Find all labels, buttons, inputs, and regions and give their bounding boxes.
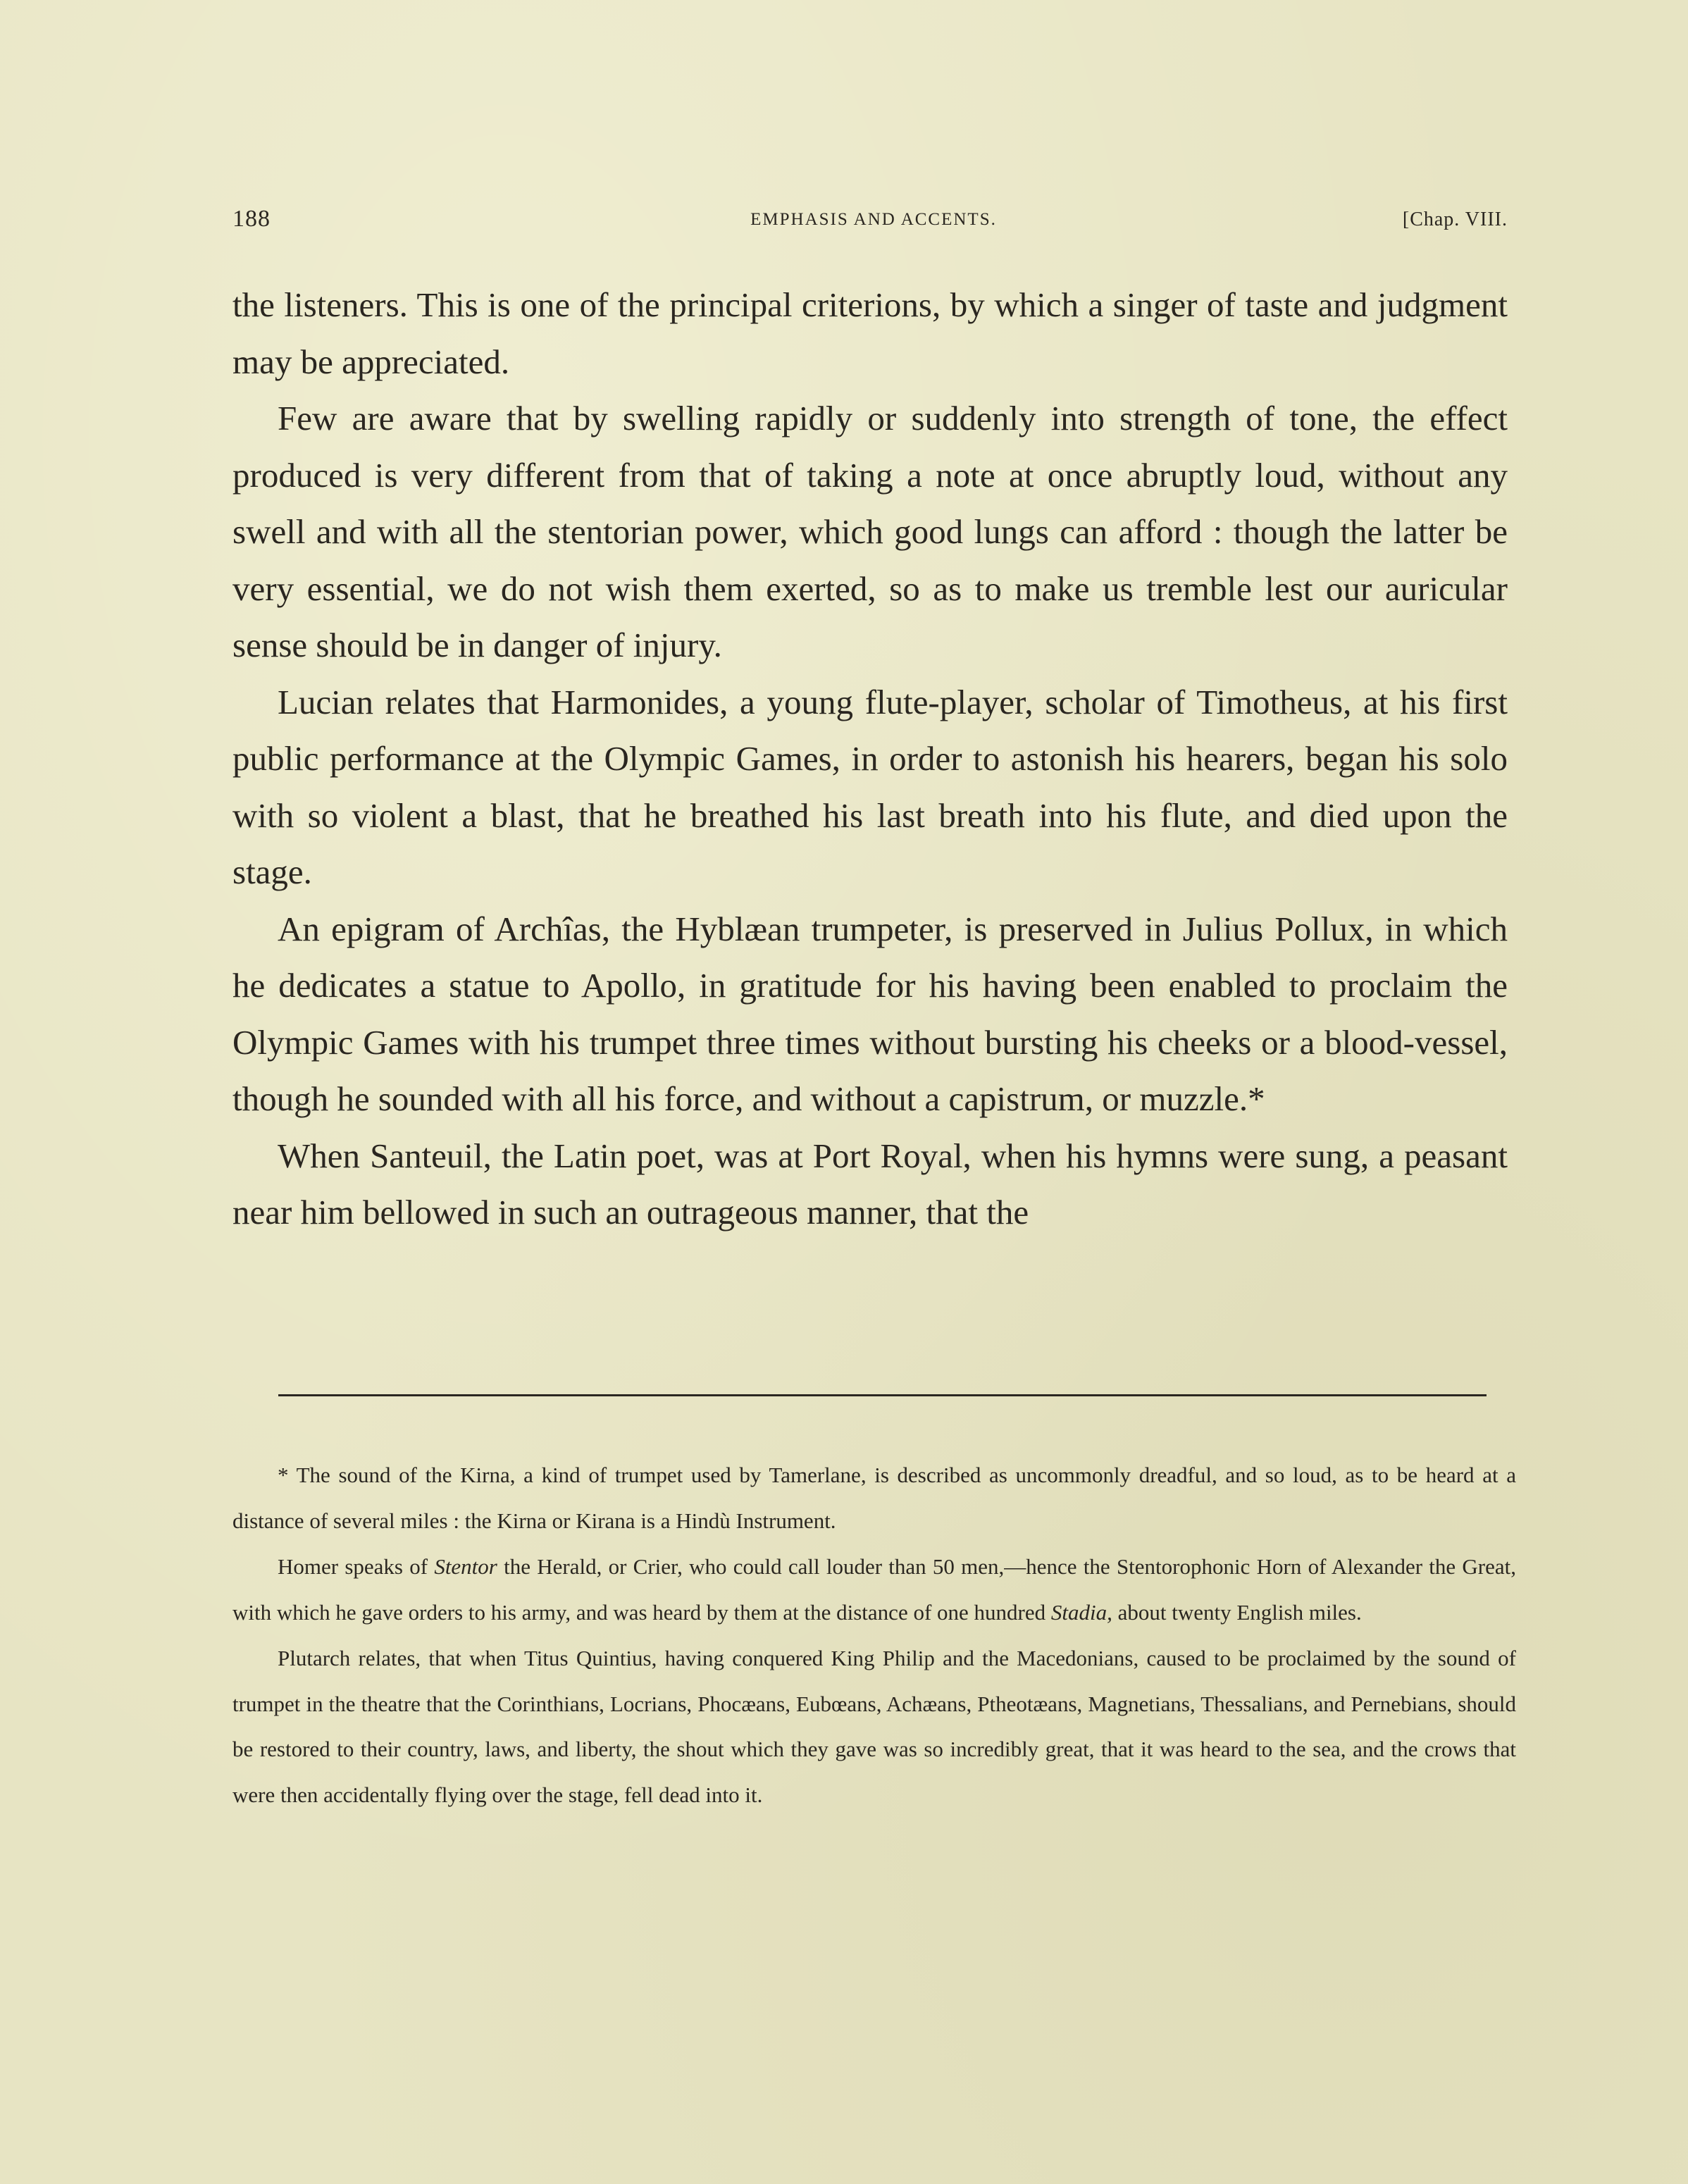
footnote-stentor-part-a: Homer speaks of <box>278 1554 435 1579</box>
paragraph-santeuil: When Santeuil, the Latin poet, was at Port Royal, when his hymns were sung, a peasant near him bellowed in such an outrageous manner, that the <box>232 1136 1508 1231</box>
paragraph-archias: An epigram of Archîas, the Hyblæan trumpeter, is preserved in Julius Pollux, in which he dedicates a statue to Apollo, in gratitude for his having been enabled to proclaim the Olympic Games with his trumpet three times without bursting his cheeks or a blood-vessel, though he sounded with all his force, and without a capistrum, or muzzle.* <box>232 909 1508 1118</box>
paragraph-swelling: Few are aware that by swelling rapidly or suddenly into strength of tone, the effect produced is very different from that of taking a note at once abruptly loud, without any swell and with all the stentorian power, which good lungs can afford : though the latter be very essential, we do not wish them exerted, so as to make us tremble lest our auricular sense should be in danger of injury. <box>232 399 1508 664</box>
paragraph-lucian: Lucian relates that Harmonides, a young flute-player, scholar of Timotheus, at his first public performance at the Olympic Games, in order to astonish his hearers, began his solo with so violent a blast, that he breathed his last breath into his flute, and died upon the stage. <box>232 682 1508 891</box>
footnote-divider <box>278 1394 1487 1396</box>
paragraph-continuation: the listeners. This is one of the principal criterions, by which a singer of taste and judgment may be appreciated. <box>232 285 1508 381</box>
footnote-kirna: * The sound of the Kirna, a kind of trumpet used by Tamerlane, is described as uncommonly dreadful, and so loud, as to be heard at a distance of several miles : the Kirna or Kirana is a Hindù Instrument. <box>232 1463 1516 1533</box>
page-header <box>232 206 1515 234</box>
footnote-plutarch: Plutarch relates, that when Titus Quintius, having conquered King Philip and the Macedonians, caused to be proclaimed by the sound of trumpet in the theatre that the Corinthians, Locrians, Phocæans, Eubœans, Achæans, Ptheotæans, Magnetians, Thessalians, and Pernebians, should be restored to their country, laws, and liberty, the shout which they gave was so incredibly great, that it was heard to the sea, and the crows that were then accidentally flying over the stage, fell dead into it. <box>232 1646 1516 1807</box>
chapter-reference: [Chap. VIII. <box>1402 209 1508 230</box>
running-head: EMPHASIS AND ACCENTS. <box>750 210 997 229</box>
footnote-stentor-part-c: about twenty English miles. <box>1112 1599 1362 1625</box>
main-text <box>232 277 1508 1241</box>
footnote-stentor <box>232 1544 1516 1635</box>
footnotes <box>232 1453 1516 1818</box>
footnote-stentor-part-b: the Herald, or Crier, who could call louder than 50 men,—hence the Stentorophonic Horn of Alexander the Great, with which he gave orders to his army, and was heard by them at the distance of one hundred <box>232 1554 1516 1625</box>
footnote-stentor-name: Stentor <box>434 1554 497 1579</box>
footnote-stadia: Stadia, <box>1050 1599 1112 1625</box>
page-number: 188 <box>232 206 271 232</box>
